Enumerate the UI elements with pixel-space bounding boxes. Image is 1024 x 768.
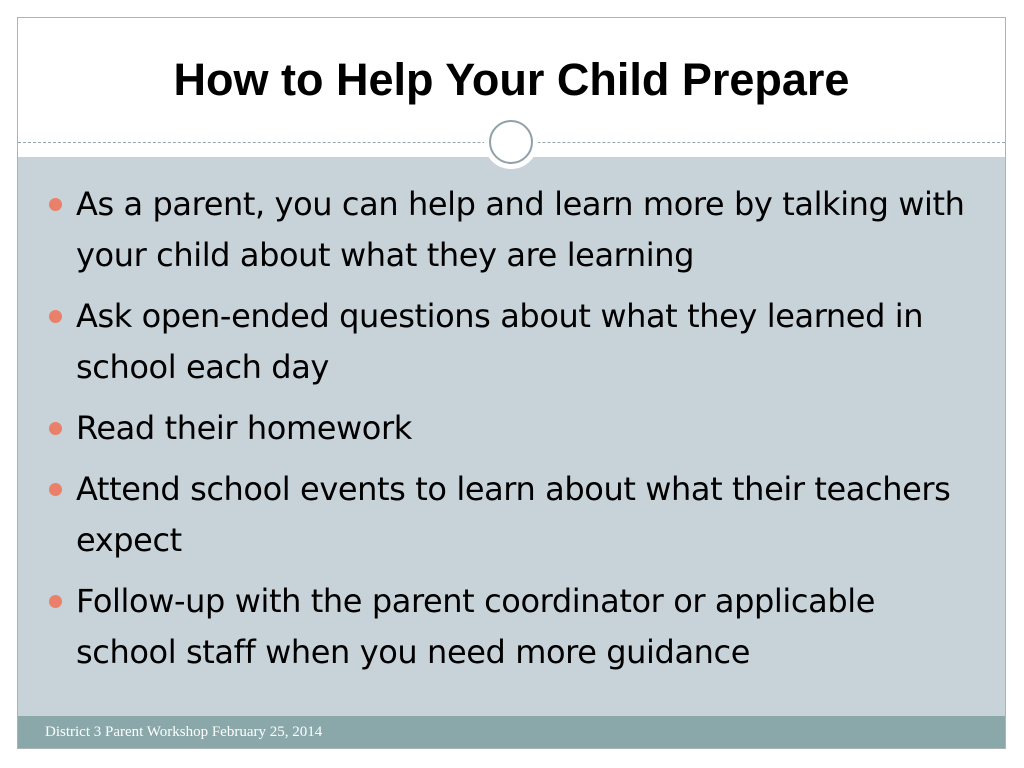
bullet-item bbox=[46, 179, 976, 281]
ornament-ring bbox=[489, 120, 533, 164]
content-area bbox=[18, 157, 1005, 716]
circle-ornament-icon bbox=[484, 115, 538, 169]
footer-band bbox=[18, 716, 1005, 749]
bullet-dot-icon bbox=[49, 483, 62, 496]
slide bbox=[17, 17, 1006, 749]
bullet-dot-icon bbox=[49, 595, 62, 608]
bullet-item bbox=[46, 576, 976, 678]
bullet-text: Follow-up with the parent coordinator or applicable school staff when you need more guidance bbox=[76, 582, 876, 671]
bullet-text: As a parent, you can help and learn more by talking with your child about what they are learning bbox=[76, 185, 965, 274]
bullet-dot-icon bbox=[49, 422, 62, 435]
bullet-text: Ask open-ended questions about what they learned in school each day bbox=[76, 297, 924, 386]
bullet-list bbox=[46, 179, 976, 688]
bullet-item bbox=[46, 464, 976, 566]
footer-text: District 3 Parent Workshop February 25, 2014 bbox=[45, 724, 323, 740]
bullet-text: Read their homework bbox=[76, 409, 412, 447]
bullet-item bbox=[46, 403, 976, 454]
bullet-text: Attend school events to learn about what their teachers expect bbox=[76, 470, 951, 559]
bullet-dot-icon bbox=[49, 198, 62, 211]
bullet-dot-icon bbox=[49, 310, 62, 323]
slide-title: How to Help Your Child Prepare bbox=[173, 54, 850, 105]
bullet-item bbox=[46, 291, 976, 393]
